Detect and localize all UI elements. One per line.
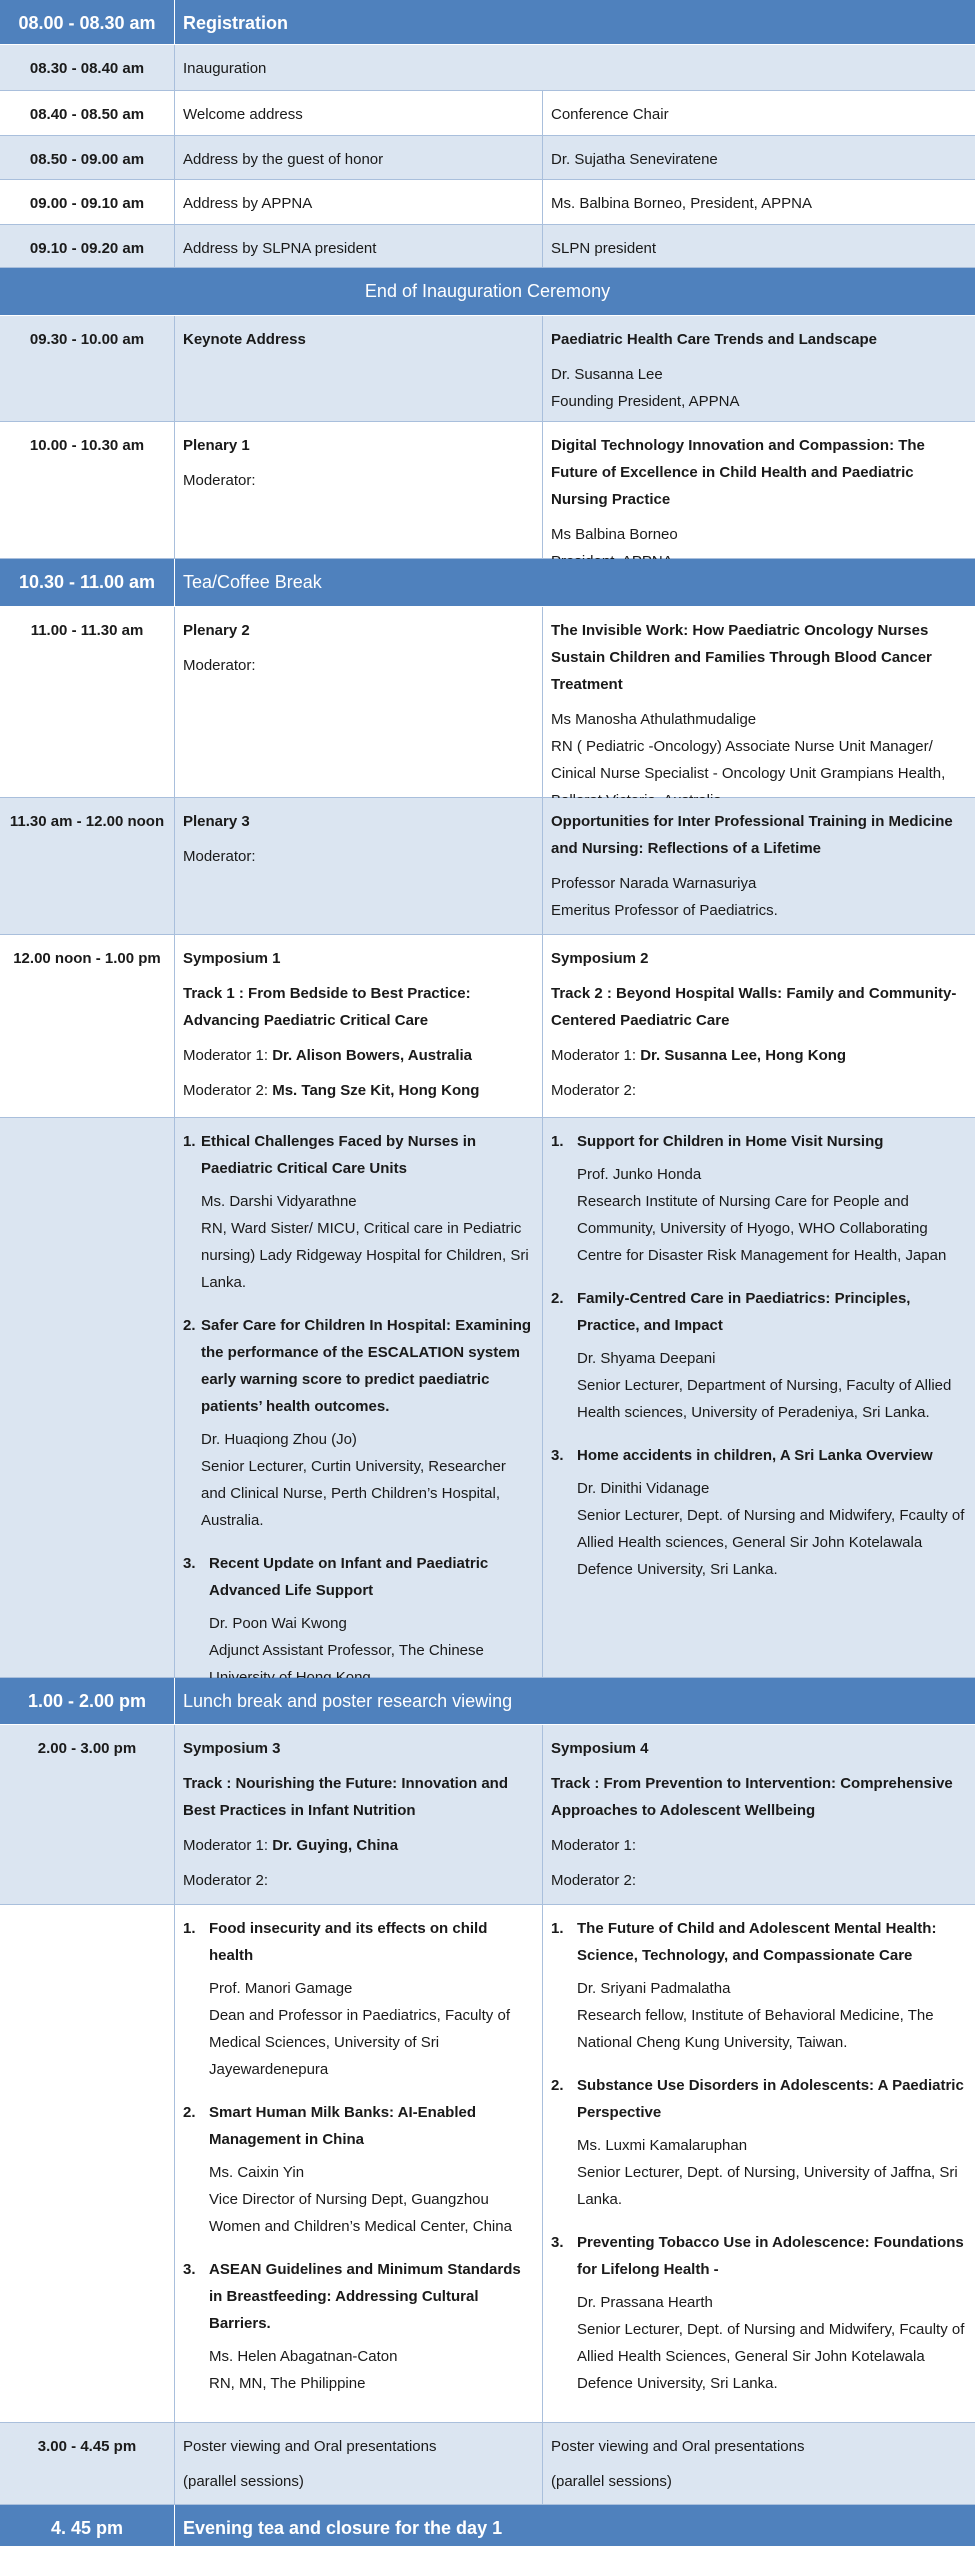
- speaker-appna: Ms. Balbina Borneo, President, APPNA: [543, 180, 975, 225]
- symposium1-talks: [175, 1118, 543, 1678]
- keynote-speaker: Dr. Susanna Lee: [551, 366, 663, 383]
- title-keynote: Keynote Address: [175, 316, 543, 422]
- symposium2-moderator1: [551, 1042, 967, 1069]
- moderator-label: Moderator 1:: [183, 1047, 269, 1064]
- item-title: Safer Care for Children In Hospital: Examining the performance of the ESCALATION system early warning score to predict paediatric patients’ health outcomes.: [201, 1317, 532, 1415]
- symposium3-talks: [175, 1905, 543, 2423]
- item-affil: Vice Director of Nursing Dept, Guangzhou Women and Children’s Medical Center, China: [209, 2191, 512, 2235]
- item-title: Preventing Tobacco Use in Adolescence: Foundations for Lifelong Health -: [577, 2234, 964, 2278]
- item-affil: Dean and Professor in Paediatrics, Faculty of Medical Sciences, University of Sri Jayewardenepura: [209, 2007, 510, 2078]
- list-item: [551, 2072, 967, 2213]
- item-affil: Research Institute of Nursing Care for People and Community, University of Hyogo, WHO Collaborating Centre for Disaster Risk Management for Health, Japan: [577, 1193, 947, 1264]
- item-title: ASEAN Guidelines and Minimum Standards in Breastfeeding: Addressing Cultural Barriers.: [209, 2261, 521, 2332]
- symposium3-name: Symposium 3: [183, 1740, 281, 1757]
- title-tea: Tea/Coffee Break: [175, 559, 975, 607]
- plenary3-affil: Emeritus Professor of Paediatrics.: [551, 902, 778, 919]
- item-speaker: Ms. Luxmi Kamalaruphan: [577, 2137, 748, 2154]
- symposium1-track: Track 1 : From Bedside to Best Practice: Advancing Paediatric Critical Care: [183, 985, 471, 1029]
- speaker-guest: Dr. Sujatha Seneviratene: [543, 136, 975, 180]
- item-speaker: Dr. Prassana Hearth: [577, 2294, 713, 2311]
- time-lunch: 1.00 - 2.00 pm: [0, 1678, 175, 1725]
- list-item: [551, 2229, 967, 2397]
- title-slpna: Address by SLPNA president: [175, 225, 543, 268]
- title-guest: Address by the guest of honor: [175, 136, 543, 180]
- time-welcome: 08.40 - 08.50 am: [0, 91, 175, 136]
- symposium4-moderator2: Moderator 2:: [551, 1872, 637, 1889]
- list-item: [183, 1312, 534, 1534]
- title-closure: Evening tea and closure for the day 1: [175, 2505, 975, 2547]
- plenary3-speaker: Professor Narada Warnasuriya: [551, 875, 757, 892]
- plenary2-info: [175, 607, 543, 798]
- plenary2-moderator: Moderator:: [183, 657, 256, 674]
- item-speaker: Ms. Caixin Yin: [209, 2164, 305, 2181]
- moderator-name: Dr. Alison Bowers, Australia: [272, 1047, 472, 1064]
- time-sym12: 12.00 noon - 1.00 pm: [0, 935, 175, 1118]
- title-registration: Registration: [175, 0, 975, 45]
- item-speaker: Prof. Manori Gamage: [209, 1980, 353, 1997]
- item-speaker: Dr. Dinithi Vidanage: [577, 1480, 710, 1497]
- list-item: [551, 1285, 967, 1426]
- list-item: [183, 2256, 534, 2397]
- symposium1-moderator2: [183, 1077, 534, 1104]
- symposium2-info: [543, 935, 975, 1118]
- plenary3-details: [543, 798, 975, 935]
- speaker-slpna: SLPN president: [543, 225, 975, 268]
- time-inauguration: 08.30 - 08.40 am: [0, 45, 175, 91]
- plenary2-title: Plenary 2: [183, 622, 250, 639]
- symposium4-name: Symposium 4: [551, 1740, 649, 1757]
- item-title: Support for Children in Home Visit Nursing: [577, 1133, 884, 1150]
- symposium2-name: Symposium 2: [551, 950, 649, 967]
- item-title: Smart Human Milk Banks: AI-Enabled Management in China: [209, 2104, 476, 2148]
- symposium3-info: [175, 1725, 543, 1905]
- time-registration: 08.00 - 08.30 am: [0, 0, 175, 45]
- item-number: 3.: [551, 2234, 564, 2251]
- plenary1-title: Plenary 1: [183, 437, 250, 454]
- keynote-details: [543, 316, 975, 422]
- moderator-label: Moderator 1:: [183, 1837, 269, 1854]
- time-closure: 4. 45 pm: [0, 2505, 175, 2547]
- item-speaker: Prof. Junko Honda: [577, 1166, 702, 1183]
- sym34-time-empty: [0, 1905, 175, 2423]
- symposium2-moderator2: Moderator 2:: [551, 1082, 637, 1099]
- moderator-name: Dr. Guying, China: [272, 1837, 399, 1854]
- symposium2-track: Track 2 : Beyond Hospital Walls: Family and Community-Centered Paediatric Care: [551, 985, 957, 1029]
- moderator-name: Ms. Tang Sze Kit, Hong Kong: [272, 1082, 480, 1099]
- plenary3-title: Plenary 3: [183, 813, 250, 830]
- list-item: [183, 1128, 534, 1296]
- keynote-affil: Founding President, APPNA: [551, 393, 740, 410]
- item-number: 2.: [183, 2104, 196, 2121]
- item-affil: Senior Lecturer, Dept. of Nursing and Midwifery, Fcaulty of Allied Health sciences, General Sir John Kotelawala Defence University, Sri Lanka.: [577, 1507, 965, 1578]
- time-appna: 09.00 - 09.10 am: [0, 180, 175, 225]
- symposium4-track: Track : From Prevention to Intervention: Comprehensive Approaches to Adolescent Wellbeing: [551, 1775, 953, 1819]
- title-inauguration: Inauguration: [175, 45, 975, 91]
- item-affil: RN, Ward Sister/ MICU, Critical care in Pediatric nursing) Lady Ridgeway Hospital for Children, Sri Lanka.: [201, 1220, 529, 1291]
- title-appna: Address by APPNA: [175, 180, 543, 225]
- item-number: 2.: [551, 2077, 564, 2094]
- poster-left-line1: Poster viewing and Oral presentations: [183, 2438, 437, 2455]
- symposium3-moderator2: Moderator 2:: [183, 1872, 269, 1889]
- item-title: Home accidents in children, A Sri Lanka Overview: [577, 1447, 933, 1464]
- symposium3-track: Track : Nourishing the Future: Innovation and Best Practices in Infant Nutrition: [183, 1775, 509, 1819]
- symposium2-talks: [543, 1118, 975, 1678]
- time-plenary2: 11.00 - 11.30 am: [0, 607, 175, 798]
- list-item: [183, 1550, 534, 1691]
- item-affil: Senior Lecturer, Dept. of Nursing and Midwifery, Fcaulty of Allied Health Sciences, General Sir John Kotelawala Defence University, Sri Lanka.: [577, 2321, 965, 2392]
- item-affil: Senior Lecturer, Dept. of Nursing, University of Jaffna, Sri Lanka.: [577, 2164, 958, 2208]
- item-title: Recent Update on Infant and Paediatric Advanced Life Support: [209, 1555, 489, 1599]
- item-speaker: Ms. Helen Abagatnan-Caton: [209, 2348, 398, 2365]
- plenary2-talk: The Invisible Work: How Paediatric Oncology Nurses Sustain Children and Families Through Blood Cancer Treatment: [551, 622, 932, 693]
- item-title: Food insecurity and its effects on child health: [209, 1920, 488, 1964]
- symposium4-talks: [543, 1905, 975, 2423]
- plenary2-affil: RN ( Pediatric -Oncology) Associate Nurse Unit Manager/ Cinical Nurse Specialist - Oncology Unit Grampians Health,: [551, 738, 946, 782]
- list-item: [551, 1442, 967, 1583]
- item-speaker: Dr. Huaqiong Zhou (Jo): [201, 1431, 357, 1448]
- moderator-name: Dr. Susanna Lee, Hong Kong: [640, 1047, 847, 1064]
- plenary3-moderator: Moderator:: [183, 848, 256, 865]
- poster-left-line2: (parallel sessions): [183, 2473, 304, 2490]
- plenary1-info: [175, 422, 543, 559]
- keynote-talk: Paediatric Health Care Trends and Landscape: [551, 331, 877, 348]
- item-number: 3.: [183, 1555, 196, 1572]
- time-tea: 10.30 - 11.00 am: [0, 559, 175, 607]
- item-speaker: Dr. Poon Wai Kwong: [209, 1615, 347, 1632]
- item-affil: RN, MN, The Philippine: [209, 2375, 366, 2392]
- item-title: Substance Use Disorders in Adolescents: A Paediatric Perspective: [577, 2077, 964, 2121]
- poster-left: [175, 2423, 543, 2505]
- item-title: Ethical Challenges Faced by Nurses in Paediatric Critical Care Units: [201, 1133, 477, 1177]
- item-number: 3.: [183, 2261, 196, 2278]
- item-speaker: Dr. Sriyani Padmalatha: [577, 1980, 731, 1997]
- plenary1-details: [543, 422, 975, 559]
- item-number: 1.: [551, 1133, 564, 1150]
- item-affil: Senior Lecturer, Curtin University, Researcher and Clinical Nurse, Perth Children’s Hospital, Australia.: [201, 1458, 506, 1529]
- plenary1-speaker: Ms Balbina Borneo: [551, 526, 678, 543]
- plenary3-info: [175, 798, 543, 935]
- poster-right: [543, 2423, 975, 2505]
- plenary1-talk: Digital Technology Innovation and Compassion: The Future of Excellence in Child Health and Paediatric Nursing Practice: [551, 437, 925, 508]
- symposium4-moderator1: Moderator 1:: [551, 1837, 637, 1854]
- item-title: The Future of Child and Adolescent Mental Health: Science, Technology, and Compassionate Care: [577, 1920, 937, 1964]
- item-speaker: Dr. Shyama Deepani: [577, 1350, 716, 1367]
- time-slpna: 09.10 - 09.20 am: [0, 225, 175, 268]
- title-lunch: Lunch break and poster research viewing: [175, 1678, 975, 1725]
- time-poster: 3.00 - 4.45 pm: [0, 2423, 175, 2505]
- list-item: [551, 1128, 967, 1269]
- poster-right-line2: (parallel sessions): [551, 2473, 672, 2490]
- item-number: 3.: [551, 1447, 564, 1464]
- sym12-time-empty: [0, 1118, 175, 1678]
- item-affil: Adjunct Assistant Professor, The Chinese: [209, 1642, 484, 1659]
- item-affil: Research fellow, Institute of Behavioral Medicine, The National Cheng Kung University, Taiwan.: [577, 2007, 934, 2051]
- poster-right-line1: Poster viewing and Oral presentations: [551, 2438, 805, 2455]
- item-speaker: Ms. Darshi Vidyarathne: [201, 1193, 357, 1210]
- moderator-label: Moderator 1:: [551, 1047, 637, 1064]
- time-plenary1: 10.00 - 10.30 am: [0, 422, 175, 559]
- item-number: 2.: [183, 1317, 196, 1334]
- plenary2-details: [543, 607, 975, 798]
- time-plenary3: 11.30 am - 12.00 noon: [0, 798, 175, 935]
- item-number: 2.: [551, 1290, 564, 1307]
- time-sym34: 2.00 - 3.00 pm: [0, 1725, 175, 1905]
- item-number: 1.: [183, 1133, 196, 1150]
- symposium1-info: [175, 935, 543, 1118]
- symposium1-moderator1: [183, 1042, 534, 1069]
- moderator-label: Moderator 2:: [183, 1082, 269, 1099]
- symposium3-moderator1: [183, 1832, 534, 1859]
- item-number: 1.: [183, 1920, 196, 1937]
- symposium1-name: Symposium 1: [183, 950, 281, 967]
- time-keynote: 09.30 - 10.00 am: [0, 316, 175, 422]
- plenary2-speaker: Ms Manosha Athulathmudalige: [551, 711, 757, 728]
- list-item: [551, 1915, 967, 2056]
- item-title: Family-Centred Care in Paediatrics: Principles, Practice, and Impact: [577, 1290, 911, 1334]
- item-number: 1.: [551, 1920, 564, 1937]
- list-item: [183, 2099, 534, 2240]
- symposium4-info: [543, 1725, 975, 1905]
- end-ceremony-banner: End of Inauguration Ceremony: [0, 268, 975, 316]
- title-welcome: Welcome address: [175, 91, 543, 136]
- list-item: [183, 1915, 534, 2083]
- plenary1-moderator: Moderator:: [183, 472, 256, 489]
- speaker-welcome: Conference Chair: [543, 91, 975, 136]
- item-affil: Senior Lecturer, Department of Nursing, Faculty of Allied Health sciences, University of Peradeniya, Sri Lanka.: [577, 1377, 952, 1421]
- plenary3-talk: Opportunities for Inter Professional Training in Medicine and Nursing: Reflections of a Lifetime: [551, 813, 953, 857]
- time-guest: 08.50 - 09.00 am: [0, 136, 175, 180]
